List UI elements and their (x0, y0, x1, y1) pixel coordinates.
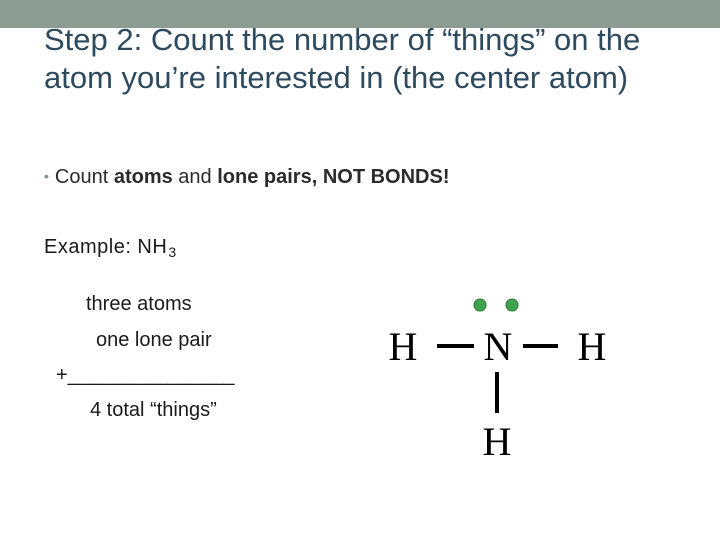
bullet-bold-lone-pairs: lone pairs, NOT BONDS! (217, 166, 450, 188)
atom-h-bottom: H (482, 419, 512, 464)
bullet-icon: • (44, 168, 49, 184)
example-text: Example: NH (44, 236, 168, 258)
count-line-lone-pair: one lone pair (96, 329, 212, 351)
atom-h-right: H (577, 324, 607, 369)
lone-pair-electron-2 (506, 299, 518, 311)
atom-h-left: H (388, 324, 418, 369)
count-line-sum: +_______________ (56, 364, 235, 386)
count-line-atoms: three atoms (86, 293, 192, 315)
atom-n-center: N (483, 324, 513, 369)
bullet-middle: and (172, 166, 218, 188)
bullet-bold-atoms: atoms (113, 166, 173, 188)
bullet-prefix: Count (54, 166, 114, 188)
count-line-total: 4 total “things” (90, 399, 217, 421)
example-subscript: 3 (168, 244, 177, 260)
lone-pair-electron-1 (474, 299, 486, 311)
slide-title: Step 2: Count the number of “things” on the atom you’re interested in (the center atom) (44, 22, 641, 95)
